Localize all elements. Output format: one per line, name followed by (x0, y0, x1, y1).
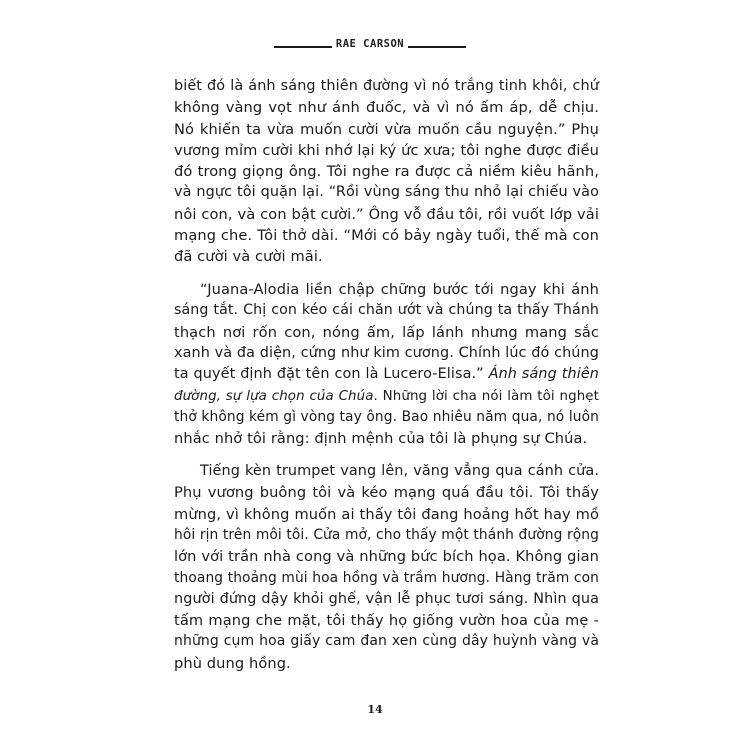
text-line: nôi con, và con bật cười.” Ông vỗ đầu tôi, rồi vuốt lớp vải (174, 205, 599, 223)
text-line: nhắc nhở tôi rằng: định mệnh của tôi là phụng sự Chúa. (174, 430, 588, 448)
text-line: và ngực tôi quặn lại. “Rồi vùng sáng thu nhỏ lại chiếu vào (174, 184, 599, 201)
text-line: mạng che. Tôi thở dài. “Mới có bảy ngày tuổi, thế mà con (174, 227, 599, 245)
text-line: vương mỉm cười khi nhớ lại ký ức xưa; tôi nghe được điều (174, 141, 599, 159)
text-run: ta quyết định đặt tên con là Lucero-Elisa.” (174, 366, 489, 383)
running-header (0, 32, 750, 56)
text-line: hôi rịn trên môi tôi. Cửa mở, cho thấy một thánh đường rộng (174, 526, 599, 543)
text-line: xanh và đa diện, cứng như kim cương. Chính lúc đó chúng (174, 345, 599, 362)
page-number: 14 (367, 703, 383, 716)
text-line: đó trong giọng ông. Tôi nghe ra được cả niềm kiêu hãnh, (174, 163, 599, 181)
paragraph-2 (174, 279, 599, 449)
text-line: không vàng vọt như ánh đuốc, và vì nó ấm áp, dễ chịu. (174, 99, 599, 117)
italic-text-run: Ánh sáng thiên (488, 366, 599, 383)
text-line: “Juana-Alodia liền chập chững bước tới ngay khi ánh (200, 281, 599, 299)
header-author: RAE CARSON (335, 38, 405, 50)
text-line: biết đó là ánh sáng thiên đường vì nó trắng tinh khôi, chứ (174, 78, 599, 94)
header-rule-right (408, 46, 466, 48)
text-line: lớn với trần nhà cong và những bức bích họa. Không gian (174, 548, 599, 566)
italic-text-run: đường, sự lựa chọn của Chúa (174, 388, 374, 404)
paragraph-gap (174, 268, 599, 280)
text-line: sáng tắt. Chị con kéo cái chăn ướt và chúng ta thấy Thánh (174, 302, 599, 319)
text-line: Phụ vương buông tôi và kéo mạng quá đầu tôi. Tôi thấy (174, 484, 599, 502)
text-line: Tiếng kèn trumpet vang lên, văng vẳng qua cánh cửa. (200, 463, 599, 480)
text-line: những cụm hoa giấy cam đan xen cùng dây huỳnh vàng và (174, 633, 599, 650)
header-rule-left (274, 46, 332, 48)
text-run: . Những lời cha nói làm tôi nghẹt (373, 388, 599, 404)
text-line: thở không kém gì vòng tay ông. Bao nhiêu năm qua, nó luôn (174, 408, 599, 425)
text-line (174, 386, 599, 407)
text-line: đã cười và cười mãi. (174, 248, 323, 266)
text-line: người đứng dậy khỏi ghế, vận lễ phục tươi sáng. Nhìn qua (174, 590, 599, 607)
text-line: tấm mạng che mặt, tôi thấy họ giống vườn hoa của mẹ - (174, 612, 599, 630)
text-line: mừng, vì không muốn ai thấy tôi đang hoảng hốt hay mồ (174, 505, 599, 523)
paragraph-3 (174, 461, 599, 674)
text-line: phù dung hồng. (174, 654, 291, 672)
body-text (174, 76, 599, 674)
text-line (174, 364, 599, 385)
paragraph-gap (174, 450, 599, 462)
paragraph-1 (174, 76, 599, 268)
text-line: Nó khiến ta vừa muốn cười vừa muốn cầu nguyện.” Phụ (174, 120, 599, 138)
text-line: thạch nơi rốn con, nóng ấm, lấp lánh nhưng mang sắc (174, 323, 599, 341)
text-line: thoang thoảng mùi hoa hồng và trầm hương. Hàng trăm con (174, 569, 599, 586)
